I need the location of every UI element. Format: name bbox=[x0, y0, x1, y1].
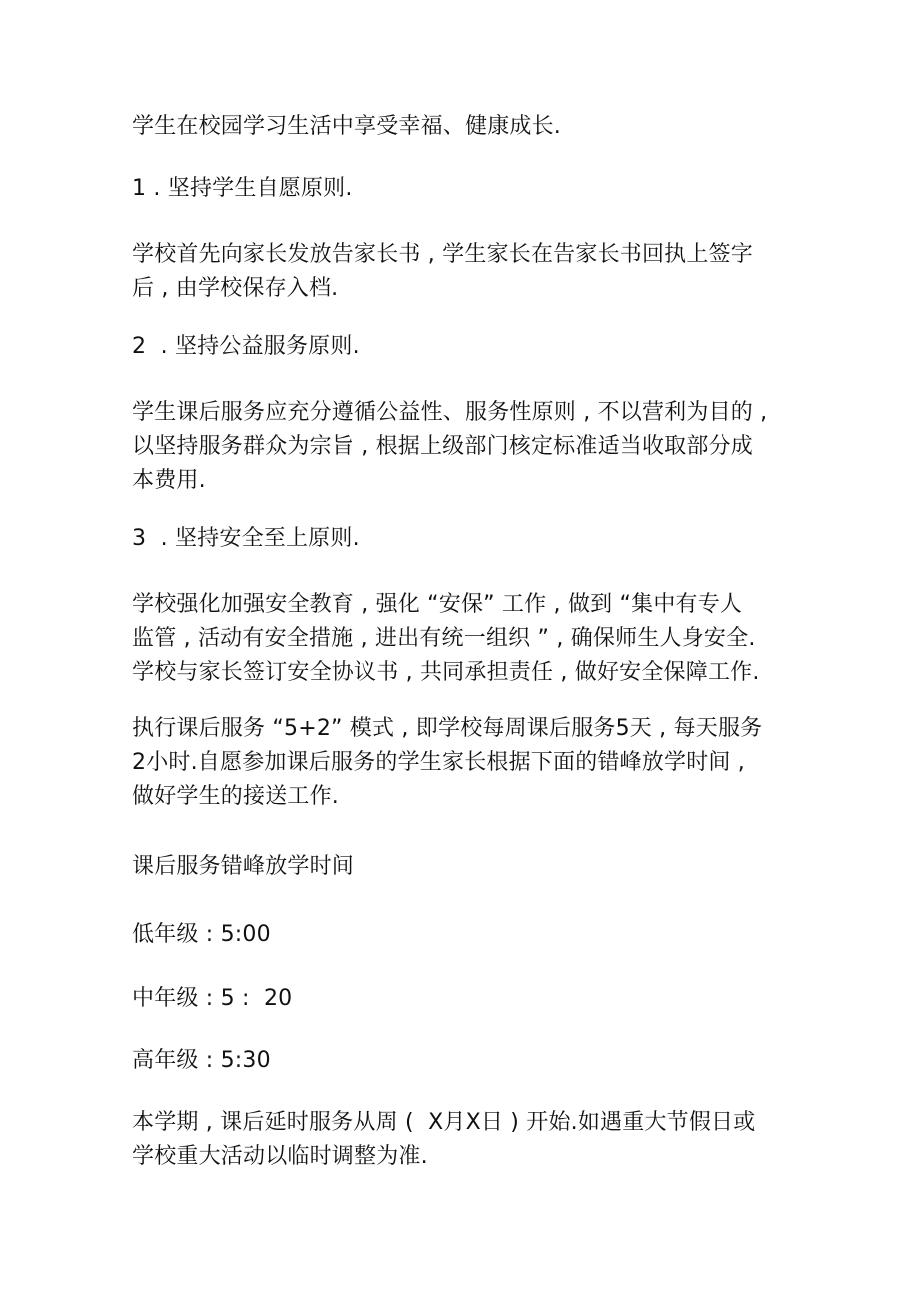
schedule-heading: 课后服务错峰放学时间 bbox=[132, 854, 355, 879]
closing-paragraph-line-1: 本学期 , 课后延时服务从周 ( X月X日 ) 开始.如遇重大节假日或 bbox=[132, 1110, 756, 1135]
schedule-mid-grade: 中年级 : 5 : 20 bbox=[132, 986, 293, 1011]
principle-2-body-line-3: 本费用. bbox=[132, 468, 206, 493]
principle-1-heading: 1 . 坚持学生自愿原则. bbox=[132, 176, 353, 201]
closing-paragraph-line-2: 学校重大活动以临时调整为准. bbox=[132, 1144, 428, 1169]
principle-2-body-line-2: 以坚持服务群众为宗旨 , 根据上级部门核定标准适当收取部分成 bbox=[132, 434, 753, 459]
principle-3-body-line-2: 监管 , 活动有安全措施 , 进出有统一组织 ” , 确保师生人身安全. bbox=[132, 626, 756, 651]
principle-3-body-line-1: 学校强化加强安全教育 , 强化 “安保” 工作 , 做到 “集中有专人 bbox=[132, 592, 743, 617]
principle-1-body-line-2: 后 , 由学校保存入档. bbox=[132, 276, 339, 301]
schedule-high-grade: 高年级 : 5:30 bbox=[132, 1048, 271, 1073]
schedule-low-grade: 低年级 : 5:00 bbox=[132, 922, 271, 947]
mode-paragraph-line-1: 执行课后服务 “5+2” 模式 , 即学校每周课后服务5天 , 每天服务 bbox=[132, 716, 763, 741]
mode-paragraph-line-3: 做好学生的接送工作. bbox=[132, 784, 339, 809]
principle-3-body-line-3: 学校与家长签订安全协议书 , 共同承担责任 , 做好安全保障工作. bbox=[132, 660, 760, 685]
intro-line: 学生在校园学习生活中享受幸福、健康成长. bbox=[132, 114, 561, 139]
principle-3-heading: 3 . 坚持安全至上原则. bbox=[132, 526, 360, 551]
principle-2-heading: 2 . 坚持公益服务原则. bbox=[132, 334, 360, 359]
principle-2-body-line-1: 学生课后服务应充分遵循公益性、服务性原则 , 不以营利为目的 , bbox=[132, 400, 768, 425]
mode-paragraph-line-2: 2小时.自愿参加课后服务的学生家长根据下面的错峰放学时间 , bbox=[132, 750, 745, 775]
principle-1-body-line-1: 学校首先向家长发放告家长书 , 学生家长在告家长书回执上签字 bbox=[132, 242, 753, 267]
